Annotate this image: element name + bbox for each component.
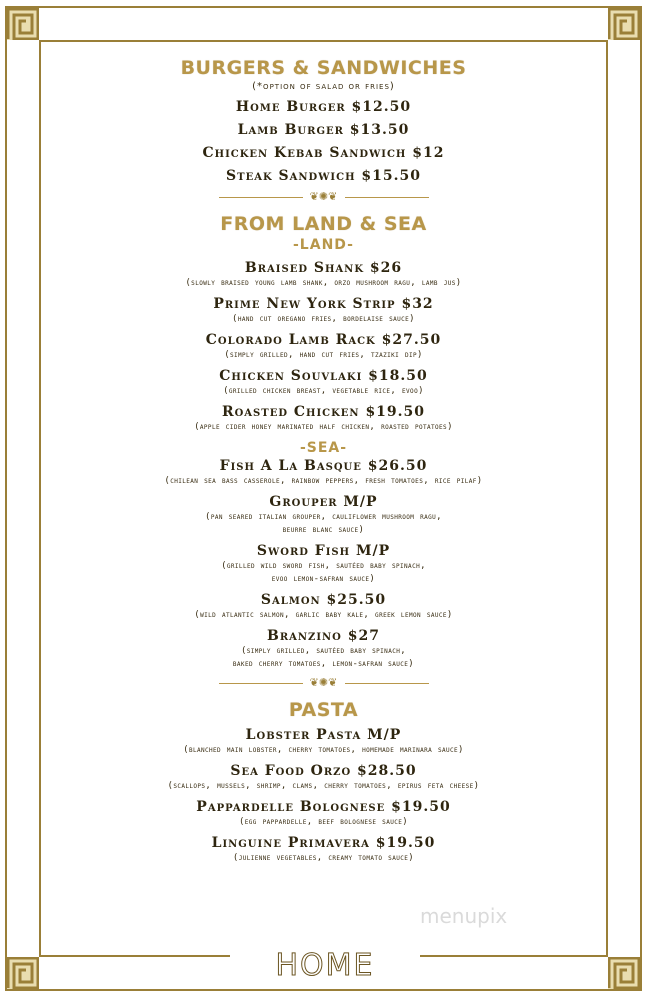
menu-item [40, 627, 607, 671]
sea-label: -SEA- [299, 440, 348, 456]
menu-item-description: (grilled chicken breast, vegetable rice, evoo) [223, 386, 424, 396]
land-sea-title: FROM LAND & SEA [220, 213, 427, 235]
menu-item-name: Chicken Kebab Sandwich $12 [202, 145, 445, 161]
burgers-section [40, 56, 607, 185]
land-list [40, 259, 607, 434]
home-logo: HOME [230, 948, 420, 984]
menu-item-description: (blanched main lobster, cherry tomatoes, homemade marinara sauce) [183, 745, 464, 755]
menu-item [40, 98, 607, 116]
land-label: -LAND- [293, 237, 354, 253]
menu-item-name: Linguine Primavera $19.50 [211, 835, 436, 851]
menu-item-name: Colorado Lamb Rack $27.50 [205, 332, 442, 348]
menu-item-name: Pappardelle Bolognese $19.50 [196, 799, 451, 815]
menu-item-description: (grilled wild sword fish, sautéed baby spinach, [221, 561, 426, 571]
menu-item-name: Salmon $25.50 [260, 592, 387, 608]
menu-item-description: (scallops, mussels, shrimp, clams, cherry tomatoes, epirus feta cheese) [167, 781, 480, 791]
menu-item-description: (simply grilled, sautéed baby spinach, [240, 646, 407, 656]
menu-item-name: Roasted Chicken $19.50 [221, 404, 426, 420]
section-divider [219, 190, 429, 204]
menu-item-name: Prime New York Strip $32 [213, 296, 434, 312]
menu-item-name: Branzino $27 [267, 628, 380, 644]
section-divider [219, 676, 429, 690]
menu-item [40, 591, 607, 622]
sea-list [40, 457, 607, 671]
menu-item [40, 457, 607, 488]
menu-item [40, 295, 607, 326]
menu-item-description: (apple cider honey marinated half chicken, roasted potatoes) [194, 422, 453, 432]
menu-item-description: baked cherry tomatoes, lemon-safran sauce) [232, 659, 415, 669]
menu-item [40, 367, 607, 398]
menu-item [40, 726, 607, 757]
menu-item-description: beurre blanc sauce) [282, 525, 365, 535]
menu-item [40, 493, 607, 537]
menu-item [40, 542, 607, 586]
menu-item-name: Sword Fish M/P [256, 543, 391, 559]
burgers-note: (*option of salad or fries) [252, 81, 395, 92]
pasta-section [40, 698, 607, 865]
menu-item [40, 144, 607, 162]
menu-item-description: evoo lemon-safran sauce) [271, 574, 376, 584]
menu-item [40, 121, 607, 139]
menu-item [40, 762, 607, 793]
menu-item-description: (julienne vegetables, creamy tomato sauce) [232, 853, 415, 863]
menu-item-description: (wild atlantic salmon, garlic baby kale, greek lemon sauce) [194, 610, 453, 620]
land-sea-section [40, 212, 607, 671]
menu-item-name: Chicken Souvlaki $18.50 [219, 368, 428, 384]
menu-item-name: Lamb Burger $13.50 [237, 122, 410, 138]
menu-item-description: (simply grilled, hand cut fries, tzaziki dip) [224, 350, 423, 360]
burgers-title: BURGERS & SANDWICHES [180, 57, 467, 79]
menu-item [40, 259, 607, 290]
menu-item-name: Home Burger $12.50 [235, 99, 412, 115]
menu-item [40, 403, 607, 434]
menu-item [40, 167, 607, 185]
ornament-icon: ❦✺❦ [309, 190, 338, 203]
menu-item-name: Steak Sandwich $15.50 [226, 168, 421, 184]
menu-item-description: (chilean sea bass casserole, rainbow peppers, fresh tomatoes, rice pilaf) [164, 476, 483, 486]
menu-item [40, 798, 607, 829]
menu-item-description: (slowly braised young lamb shank, orzo mushroom ragu, lamb jus) [185, 278, 462, 288]
menu-item-description: (egg pappardelle, beef bolognese sauce) [238, 817, 409, 827]
menu-item-name: Braised Shank $26 [244, 260, 403, 276]
menu-item-name: Sea Food Orzo $28.50 [230, 763, 417, 779]
ornament-icon: ❦✺❦ [309, 676, 338, 689]
pasta-list [40, 726, 607, 865]
menu-item-description: (hand cut oregano fries, bordelaise sauce) [232, 314, 415, 324]
menu-content [40, 56, 607, 870]
menu-item-name: Fish A La Basque $26.50 [219, 458, 428, 474]
menu-item-name: Lobster Pasta M/P [245, 727, 402, 743]
burgers-list [40, 98, 607, 185]
menu-item [40, 331, 607, 362]
watermark: menupix [420, 904, 508, 928]
menu-item [40, 834, 607, 865]
menu-item-description: (pan seared italian grouper, cauliflower mushroom ragu, [205, 512, 442, 522]
menu-item-name: Grouper M/P [269, 494, 378, 510]
pasta-title: PASTA [288, 699, 359, 721]
